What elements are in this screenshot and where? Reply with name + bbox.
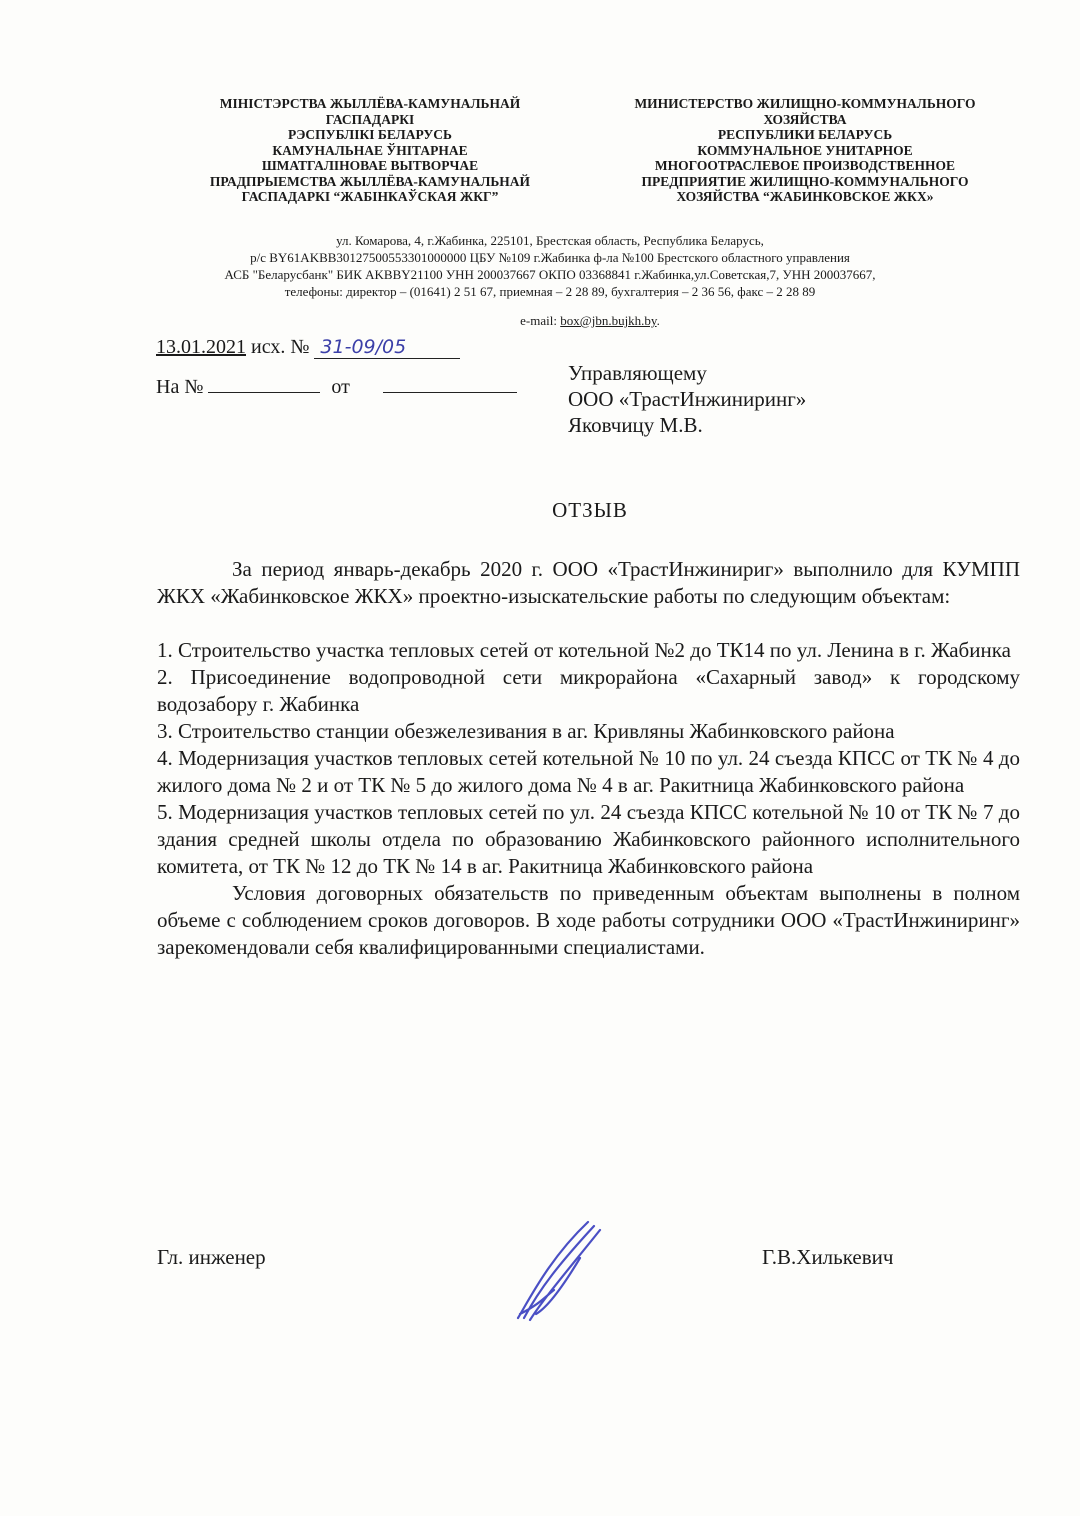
- letterhead-line: МІНІСТЭРСТВА ЖЫЛЛЁВА-КАМУНАЛЬНАЙ: [219, 96, 521, 111]
- requisites-line: ул. Комарова, 4, г.Жабинка, 225101, Брестская область, Республика Беларусь,: [336, 233, 764, 248]
- letter-date: 13.01.2021: [156, 336, 246, 358]
- email-link[interactable]: box@jbn.bujkh.by: [560, 313, 657, 328]
- conclusion-paragraph: Условия договорных обязательств по приведенным объектам выполнены в полном объеме с соблюдением сроков договоров. В ходе работы сотрудники ООО «ТрастИнжиниринг» зарекомендовали себя квалифицированными специалистами.: [157, 881, 1020, 959]
- letter-body: [157, 556, 1020, 961]
- letterhead-line: РЕСПУБЛИКИ БЕЛАРУСЬ: [717, 127, 893, 142]
- letterhead-line: МНОГООТРАСЛЕВОЕ ПРОИЗВОДСТВЕННОЕ: [654, 158, 956, 173]
- incoming-from-label: от: [331, 376, 350, 398]
- letterhead-line: ПРАДПРЫЕМСТВА ЖЫЛЛЁВА-КАМУНАЛЬНАЙ: [209, 173, 531, 189]
- outgoing-label: исх. №: [251, 336, 310, 358]
- letterhead-line: КОММУНАЛЬНОЕ УНИТАРНОЕ: [697, 142, 913, 158]
- outgoing-number-handwritten: 31-09/05: [314, 336, 460, 359]
- letterhead-belarusian: [160, 96, 580, 205]
- document-title: ОТЗЫВ: [552, 498, 628, 522]
- requisites-line: АСБ "Беларусбанк" БИК AKBBY21100 УНН 200037667 ОКПО 03368841 г.Жабинка,ул.Советская,7, УНН 200037667,: [224, 267, 876, 282]
- object-item: 4. Модернизация участков тепловых сетей котельной № 10 по ул. 24 съезда КПСС от ТК № 4 до жилого дома № 2 и от ТК № 5 до жилого дома № 4 в аг. Ракитница Жабинковского района: [157, 746, 1020, 797]
- handwritten-signature: [510, 1218, 610, 1328]
- letterhead-line: РЭСПУБЛІКІ БЕЛАРУСЬ: [288, 127, 452, 142]
- object-item: 1. Строительство участка тепловых сетей от котельной №2 до ТК14 по ул. Ленина в г. Жабинка: [157, 638, 1011, 662]
- incoming-number-blank: [208, 374, 320, 393]
- letterhead-line: ГАСПАДАРКІ “ЖАБІНКАЎСКАЯ ЖКГ”: [241, 189, 499, 204]
- signatory-name: Г.В.Хилькевич: [762, 1245, 894, 1269]
- incoming-label: На №: [156, 376, 204, 398]
- addressee-block: [568, 360, 806, 438]
- requisites-line: телефоны: директор – (01641) 2 51 67, приемная – 2 28 89, бухгалтерия – 2 36 56, факс – 2 28 89: [284, 284, 816, 299]
- letterhead-line: ПРЕДПРИЯТИЕ ЖИЛИЩНО-КОММУНАЛЬНОГО: [641, 173, 969, 189]
- email-label: e-mail:: [520, 313, 561, 328]
- letterhead-russian: [580, 96, 1030, 205]
- letterhead-line: КАМУНАЛЬНАЕ ЎНІТАРНАЕ: [272, 142, 468, 158]
- addressee-line: Управляющему: [568, 361, 707, 385]
- letterhead-line: ГАСПАДАРКІ: [325, 111, 415, 127]
- object-item: 3. Строительство станции обезжелезивания в аг. Кривляны Жабинковского района: [157, 719, 895, 743]
- requisites-line: р/с BY61AKBB30127500553301000000 ЦБУ №109 г.Жабинка ф-ла №100 Брестского областного управления: [250, 250, 850, 265]
- incoming-date-blank: [383, 374, 517, 393]
- object-item: 5. Модернизация участков тепловых сетей по ул. 24 съезда КПСС котельной № 10 от ТК № 7 до здания средней школы отдела по образованию Жабинковского районного исполнительного комитета, от ТК № 12 до ТК № 14 в аг. Ракитница Жабинковского района: [157, 800, 1020, 878]
- intro-paragraph: За период январь-декабрь 2020 г. ООО «ТрастИнжинириг» выполнило для КУМПП ЖКХ «Жабинковское ЖКХ» проектно-изыскательские работы по следующим объектам:: [157, 557, 1020, 608]
- letterhead-line: МИНИСТЕРСТВО ЖИЛИЩНО-КОММУНАЛЬНОГО: [634, 96, 976, 111]
- email-suffix: .: [656, 313, 660, 328]
- email-line: [380, 313, 800, 329]
- signatory-position: Гл. инженер: [157, 1245, 266, 1269]
- letterhead-line: ХОЗЯЙСТВА “ЖАБИНКОВСКОЕ ЖКХ»: [676, 189, 934, 204]
- letterhead-line: ХОЗЯЙСТВА: [763, 111, 847, 127]
- addressee-line: Яковчицу М.В.: [568, 413, 703, 437]
- addressee-line: ООО «ТрастИнжиниринг»: [568, 387, 807, 411]
- company-requisites: [140, 232, 960, 300]
- incoming-reference: [156, 374, 517, 399]
- letterhead-line: ШМАТГАЛІНОВАЕ ВЫТВОРЧАЕ: [261, 158, 479, 173]
- outgoing-reference: [156, 336, 460, 359]
- object-item: 2. Присоединение водопроводной сети микрорайона «Сахарный завод» к городскому водозабору г. Жабинка: [157, 665, 1020, 716]
